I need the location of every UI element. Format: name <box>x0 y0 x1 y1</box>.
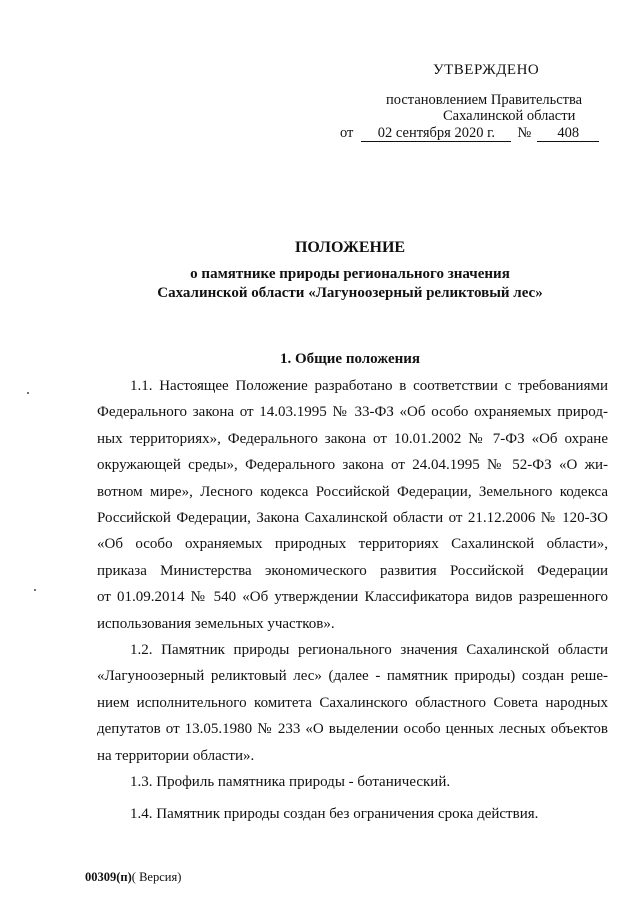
text-line: «Об особо охраняемых природных территориях Сахалинской области», <box>97 536 608 553</box>
text-line: 1.2. Памятник природы регионального значения Сахалинской области <box>130 642 608 658</box>
text-line: 1.1. Настоящее Положение разработано в соответствии с требованиями <box>130 378 608 394</box>
footer-version <box>85 870 181 885</box>
text-line: депутатов от 13.05.1980 № 233 «О выделении особо ценных лесных объектов <box>97 721 608 738</box>
document-subtitle-line-1: о памятнике природы регионального значения <box>190 266 510 282</box>
paragraph-1-4 <box>97 801 608 827</box>
text-line: ных территориях», Федерального закона от 10.01.2002 № 7-ФЗ «Об охране <box>97 430 608 447</box>
approval-date-number <box>340 125 599 142</box>
paragraph-1-1 <box>97 373 608 637</box>
approval-line-2: Сахалинской области <box>443 108 576 124</box>
footer-version-label: ( Версия) <box>131 870 182 884</box>
approval-number: 408 <box>537 125 599 142</box>
text-line: Федерального закона от 14.03.1995 № 33-ФЗ «Об особо охраняемых природ- <box>97 404 608 421</box>
approval-line-1: постановлением Правительства <box>386 92 583 108</box>
text-line: окружающей среды», Федерального закона от 24.04.1995 № 52-ФЗ «О жи- <box>97 457 608 474</box>
text-line: использования земельных участков». <box>97 615 335 632</box>
text-line: на территории области». <box>97 747 255 764</box>
approval-title: УТВЕРЖДЕНО <box>433 62 540 78</box>
footer-code: 00309(п) <box>85 870 132 884</box>
paragraph-1-3 <box>97 769 608 795</box>
scan-speck <box>27 392 29 394</box>
text-line: 1.3. Профиль памятника природы - ботанический. <box>130 774 451 790</box>
document-subtitle-line-2: Сахалинской области «Лагуноозерный реликтовый лес» <box>157 285 543 301</box>
text-line: приказа Министерства экономического развития Российской Федерации <box>97 562 608 579</box>
text-line: Российской Федерации, Закона Сахалинской области от 21.12.2006 № 120-ЗО <box>97 509 608 526</box>
text-line: вотном мире», Лесного кодекса Российской Федерации, Земельного кодекса <box>97 483 608 500</box>
document-title: ПОЛОЖЕНИЕ <box>294 239 406 256</box>
text-line: от 01.09.2014 № 540 «Об утверждении Классификатора видов разрешенного <box>97 589 608 606</box>
text-line: 1.4. Памятник природы создан без ограничения срока действия. <box>130 806 539 822</box>
text-line: нием исполнительного комитета Сахалинского областного Совета народных <box>97 694 608 711</box>
number-label: № <box>517 125 532 141</box>
scan-speck <box>34 589 36 591</box>
approval-date: 02 сентября 2020 г. <box>361 125 511 142</box>
paragraph-1-2 <box>97 637 608 769</box>
section-heading: 1. Общие положения <box>279 351 421 367</box>
text-line: «Лагуноозерный реликтовый лес» (далее - памятник природы) создан реше- <box>97 668 608 685</box>
from-label: от <box>340 125 354 141</box>
